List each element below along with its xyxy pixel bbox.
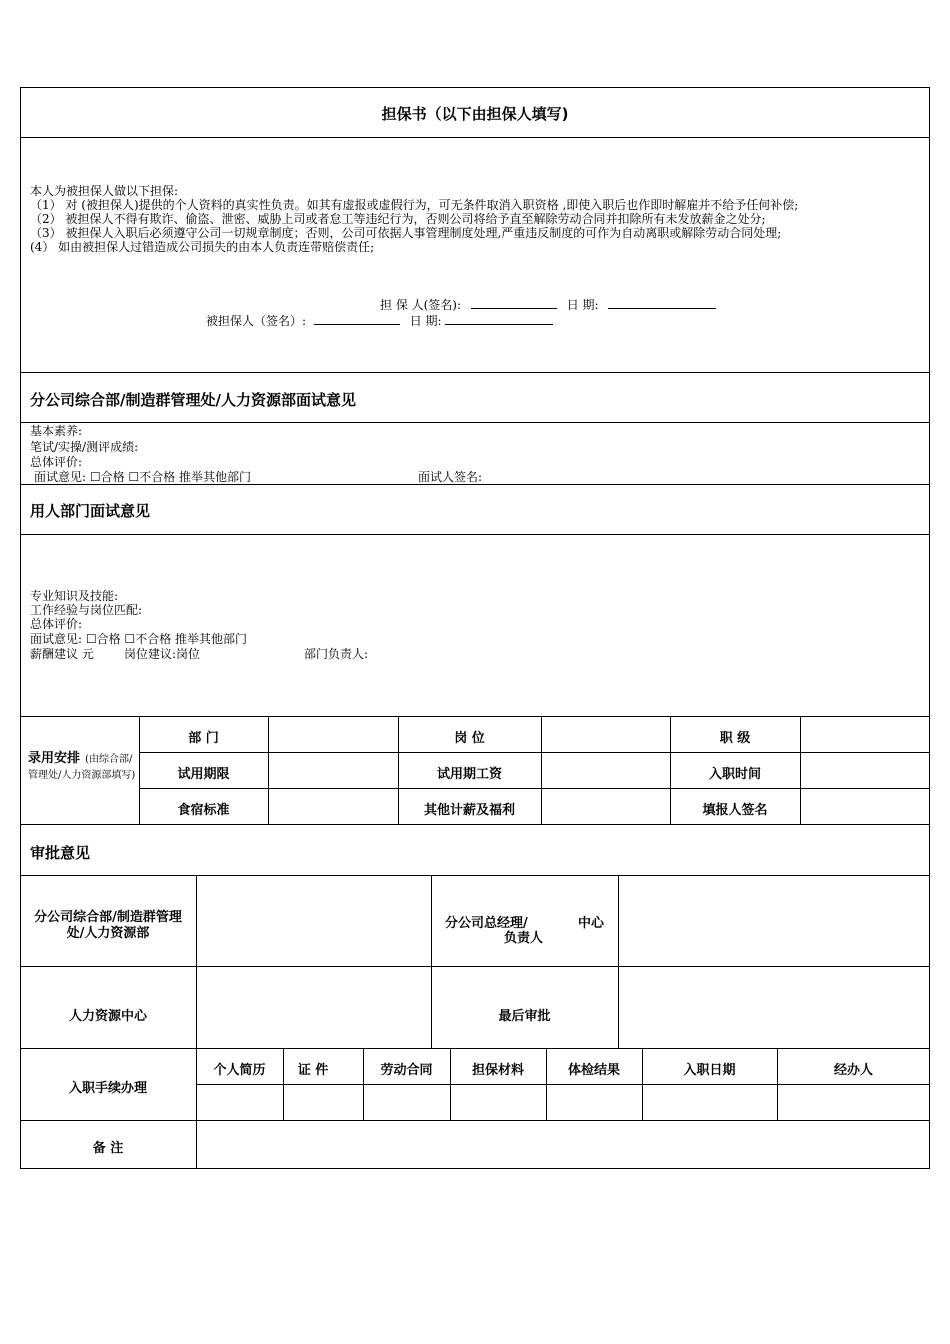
grid-line — [196, 1084, 930, 1085]
onboarding-col-resume: 个人简历 — [213, 1063, 266, 1078]
divider — [20, 824, 930, 825]
guarantor-date-field[interactable] — [608, 296, 716, 309]
divider — [20, 875, 930, 876]
dept-interview-title: 用人部门面试意见 — [30, 502, 151, 520]
approval-gm-line1: 分公司总经理/ — [445, 916, 528, 931]
divider — [20, 1048, 930, 1049]
grid-line — [139, 752, 930, 753]
dept-skills: 专业知识及技能: — [30, 589, 119, 603]
dept-head-sign: 部门负责人: — [304, 647, 369, 661]
hr-test-score: 笔试/实操/测评成绩: — [30, 440, 139, 454]
cell-grade: 职 级 — [719, 731, 751, 746]
onboarding-col-id: 证 件 — [297, 1063, 329, 1078]
grid-line — [268, 716, 269, 824]
cell-department: 部 门 — [188, 731, 219, 746]
guarantee-item-4: (4） 如由被担保人过错造成公司损失的由本人负责连带赔偿责任; — [30, 240, 375, 254]
hr-overall: 总体评价: — [30, 455, 83, 469]
dept-position: 岗位建议:岗位 — [124, 647, 201, 661]
hr-basic-quality: 基本素养: — [30, 424, 83, 438]
cell-probation: 试用期限 — [177, 767, 230, 782]
remarks-label: 备 注 — [92, 1141, 124, 1156]
approval-hr-center: 人力资源中心 — [68, 1009, 147, 1024]
hr-interviewer-sign: 面试人签名: — [418, 470, 483, 484]
guarantee-item-3: （3） 被担保人入职后必须遵守公司一切规章制度；否则，公司可依据人事管理制度处理,严重违反制度的可作为自动离职或解除劳动合同处理; — [30, 226, 782, 240]
onboarding-col-contract: 劳动合同 — [380, 1063, 433, 1078]
guarantor-sign-line — [380, 296, 716, 312]
grid-line — [618, 875, 619, 1048]
guarantee-item-1: （1） 对 (被担保人)提供的个人资料的真实性负责。如其有虚报或虚假行为，可无条件取消入职资格 ,即使入职后也作即时解雇并不给予任何补偿; — [30, 198, 799, 212]
cell-other-pay: 其他计薪及福利 — [423, 803, 515, 818]
approval-gm-line2: 负责人 — [504, 931, 544, 946]
onboarding-label: 入职手续办理 — [68, 1081, 147, 1096]
arrangement-note: (由综合部/管理处/人力资源部填写) — [28, 754, 136, 781]
grid-line — [541, 716, 542, 824]
onboarding-col-guarantee: 担保材料 — [471, 1063, 524, 1078]
dept-opinion: 面试意见: ☐合格 ☐不合格 推举其他部门 — [30, 632, 248, 646]
guarantee-intro: 本人为被担保人做以下担保: — [30, 184, 179, 198]
divider — [20, 716, 930, 717]
divider — [20, 534, 930, 535]
cell-entry-time: 入职时间 — [708, 767, 761, 782]
cell-filler-sign: 填报人签名 — [702, 803, 768, 818]
cell-post: 岗 位 — [454, 731, 485, 746]
hr-opinion: 面试意见: ☐合格 ☐不合格 推举其他部门 — [34, 470, 252, 484]
dept-overall: 总体评价: — [30, 617, 83, 631]
divider — [20, 966, 930, 967]
approval-branch: 分公司综合部/制造群管理处/人力资源部 — [34, 910, 182, 941]
guarantee-title: 担保书（以下由担保人填写) — [381, 105, 569, 123]
dept-salary: 薪酬建议 元 — [30, 647, 94, 661]
divider — [20, 1120, 930, 1121]
guarantor-sign-field[interactable] — [471, 296, 557, 309]
divider — [20, 372, 930, 373]
grid-line — [139, 788, 930, 789]
grid-line — [196, 875, 197, 1048]
hr-interview-title: 分公司综合部/制造群管理处/人力资源部面试意见 — [30, 391, 356, 409]
cell-probation-pay: 试用期工资 — [436, 767, 502, 782]
grid-line — [800, 716, 801, 824]
guaranteed-date-field[interactable] — [445, 312, 553, 325]
guarantee-body — [30, 184, 922, 254]
guarantor-date-label: 日 期: — [566, 298, 599, 312]
guarantor-sign-label: 担 保 人(签名): — [380, 298, 462, 312]
dept-experience: 工作经验与岗位匹配: — [30, 603, 143, 617]
onboarding-col-entry-date: 入职日期 — [683, 1063, 736, 1078]
guarantee-item-2: （2） 被担保人不得有欺诈、偷盗、泄密、威胁上司或者怠工等违纪行为，否则公司将给予直至解除劳动合同并扣除所有未发放薪金之处分; — [30, 212, 766, 226]
approval-title: 审批意见 — [30, 844, 91, 862]
arrangement-label-block — [28, 750, 136, 782]
approval-gm-center: 中心 — [578, 916, 605, 931]
divider — [20, 137, 930, 138]
guaranteed-sign-field[interactable] — [314, 312, 400, 325]
cell-board: 食宿标准 — [177, 803, 230, 818]
guaranteed-sign-line — [206, 312, 553, 328]
approval-final: 最后审批 — [498, 1009, 551, 1024]
guaranteed-sign-label: 被担保人（签名）: — [206, 314, 307, 328]
divider — [20, 484, 930, 485]
onboarding-col-handler: 经办人 — [833, 1063, 873, 1078]
onboarding-col-medical: 体检结果 — [567, 1063, 620, 1078]
divider — [20, 422, 930, 423]
guaranteed-date-label: 日 期: — [409, 314, 442, 328]
arrangement-label: 录用安排 — [28, 751, 81, 766]
